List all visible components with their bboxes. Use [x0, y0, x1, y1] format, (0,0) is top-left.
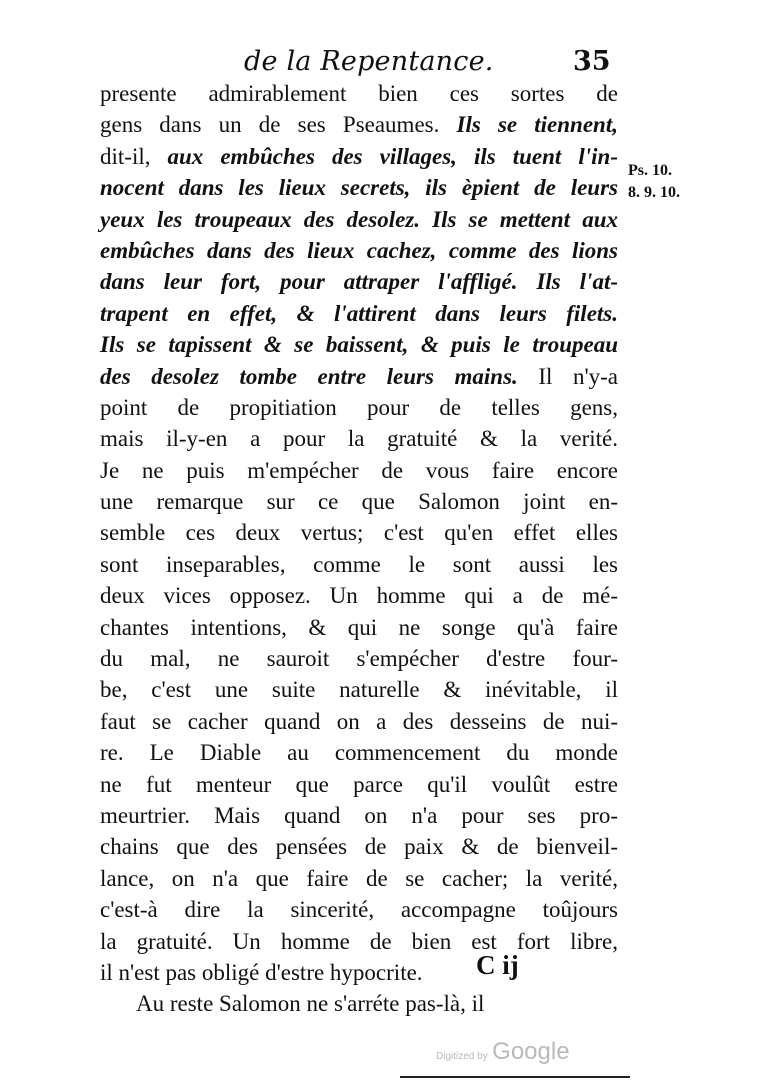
text-line: [100, 894, 618, 925]
text-segment: re. Le Diable au commencement du monde: [100, 740, 618, 766]
text-segment: presente admirablement bien ces sortes de: [100, 81, 618, 106]
text-segment: Au reste Salomon ne s'arréte pas-là, il: [136, 991, 485, 1017]
italic-quote-segment: trapent en effet, & l'attirent dans leurs filets.: [100, 300, 618, 326]
text-segment: lance, on n'a que faire de se cacher; la verité,: [100, 865, 618, 891]
text-segment: faut se cacher quand on a des desseins de nui-: [100, 708, 618, 734]
text-segment: il n'est pas obligé d'estre hypocrite.: [100, 959, 423, 985]
text-segment: chantes intentions, & qui ne songe qu'à faire: [100, 614, 618, 640]
body-text: [100, 78, 618, 1020]
text-line: [100, 643, 618, 674]
text-segment: be, c'est une suite naturelle & inévitable, il: [100, 677, 618, 703]
italic-quote-segment: Ils se tapissent & se baissent, & puis le troupeau: [100, 332, 618, 358]
watermark-prefix: Digitized by: [436, 1051, 488, 1062]
text-line: [100, 674, 618, 705]
text-segment: mais il-y-en a pour la gratuité & la verité.: [100, 426, 618, 452]
text-line: [100, 926, 618, 957]
text-line: [100, 612, 618, 643]
text-line: [100, 800, 618, 831]
text-line: [100, 486, 618, 517]
signature-mark: C ij: [476, 950, 519, 980]
text-line: [100, 109, 618, 140]
text-line: [100, 549, 618, 580]
text-line: [100, 266, 618, 297]
bottom-rule: [400, 1076, 630, 1078]
text-line: [100, 580, 618, 611]
text-line: [100, 361, 618, 392]
text-line: [100, 235, 618, 266]
text-line: [100, 78, 618, 109]
text-segment: ne fut menteur que parce qu'il voulût estre: [100, 771, 618, 797]
text-line: [100, 769, 618, 800]
italic-quote-segment: embûches dans des lieux cachez, comme des lions: [100, 237, 618, 263]
text-line: [100, 329, 618, 360]
text-line: [100, 141, 618, 172]
text-line: [100, 957, 618, 988]
running-head: de la Repentance.: [244, 46, 494, 77]
text-segment: sont inseparables, comme le sont aussi les: [100, 551, 618, 577]
text-segment: du mal, ne sauroit s'empécher d'estre four-: [100, 646, 618, 672]
text-segment: Je ne puis m'empécher de vous faire encore: [100, 457, 618, 483]
margin-note: [628, 160, 680, 204]
text-segment: la gratuité. Un homme de bien est fort libre,: [100, 928, 618, 954]
text-segment: une remarque sur ce que Salomon joint en-: [100, 489, 618, 515]
text-line: [100, 172, 618, 203]
text-segment: point de propitiation pour de telles gens,: [100, 394, 618, 420]
text-segment: c'est-à dire la sincerité, accompagne toûjours: [100, 897, 618, 923]
page-number: 35: [573, 46, 611, 77]
margin-note-line: Ps. 10.: [628, 162, 672, 179]
text-line: [100, 423, 618, 454]
watermark-brand: Google: [492, 1038, 570, 1065]
margin-note-line: 8. 9. 10.: [628, 184, 680, 201]
text-segment: Il n'y-a: [517, 363, 618, 389]
text-segment: deux vices opposez. Un homme qui a de mé-: [100, 583, 618, 609]
italic-quote-segment: Ils se tiennent,: [456, 112, 618, 138]
text-line: [100, 204, 618, 235]
text-segment: meurtrier. Mais quand on n'a pour ses pro-: [100, 802, 618, 828]
text-line: [100, 517, 618, 548]
text-segment: dit-il,: [100, 143, 168, 169]
text-segment: gens dans un de ses Pseaumes.: [100, 112, 457, 138]
italic-quote-segment: des desolez tombe entre leurs mains.: [100, 363, 518, 389]
text-segment: chains que des pensées de paix & de bienveil-: [100, 834, 618, 860]
text-segment: semble ces deux vertus; c'est qu'en effet elles: [100, 520, 618, 546]
digitization-watermark: [436, 1038, 570, 1066]
text-line: [100, 737, 618, 768]
text-line: [100, 831, 618, 862]
italic-quote-segment: dans leur fort, pour attraper l'affligé. Ils l'at-: [100, 269, 618, 295]
italic-quote-segment: aux embûches des villages, ils tuent l'in-: [167, 143, 618, 169]
italic-quote-segment: yeux les troupeaux des desolez. Ils se mettent aux: [100, 206, 618, 232]
text-line: [100, 392, 618, 423]
italic-quote-segment: nocent dans les lieux secrets, ils èpient de leurs: [100, 175, 618, 201]
text-line: [100, 298, 618, 329]
text-line: [100, 988, 618, 1019]
text-line: [100, 863, 618, 894]
text-line: [100, 455, 618, 486]
text-line: [100, 706, 618, 737]
